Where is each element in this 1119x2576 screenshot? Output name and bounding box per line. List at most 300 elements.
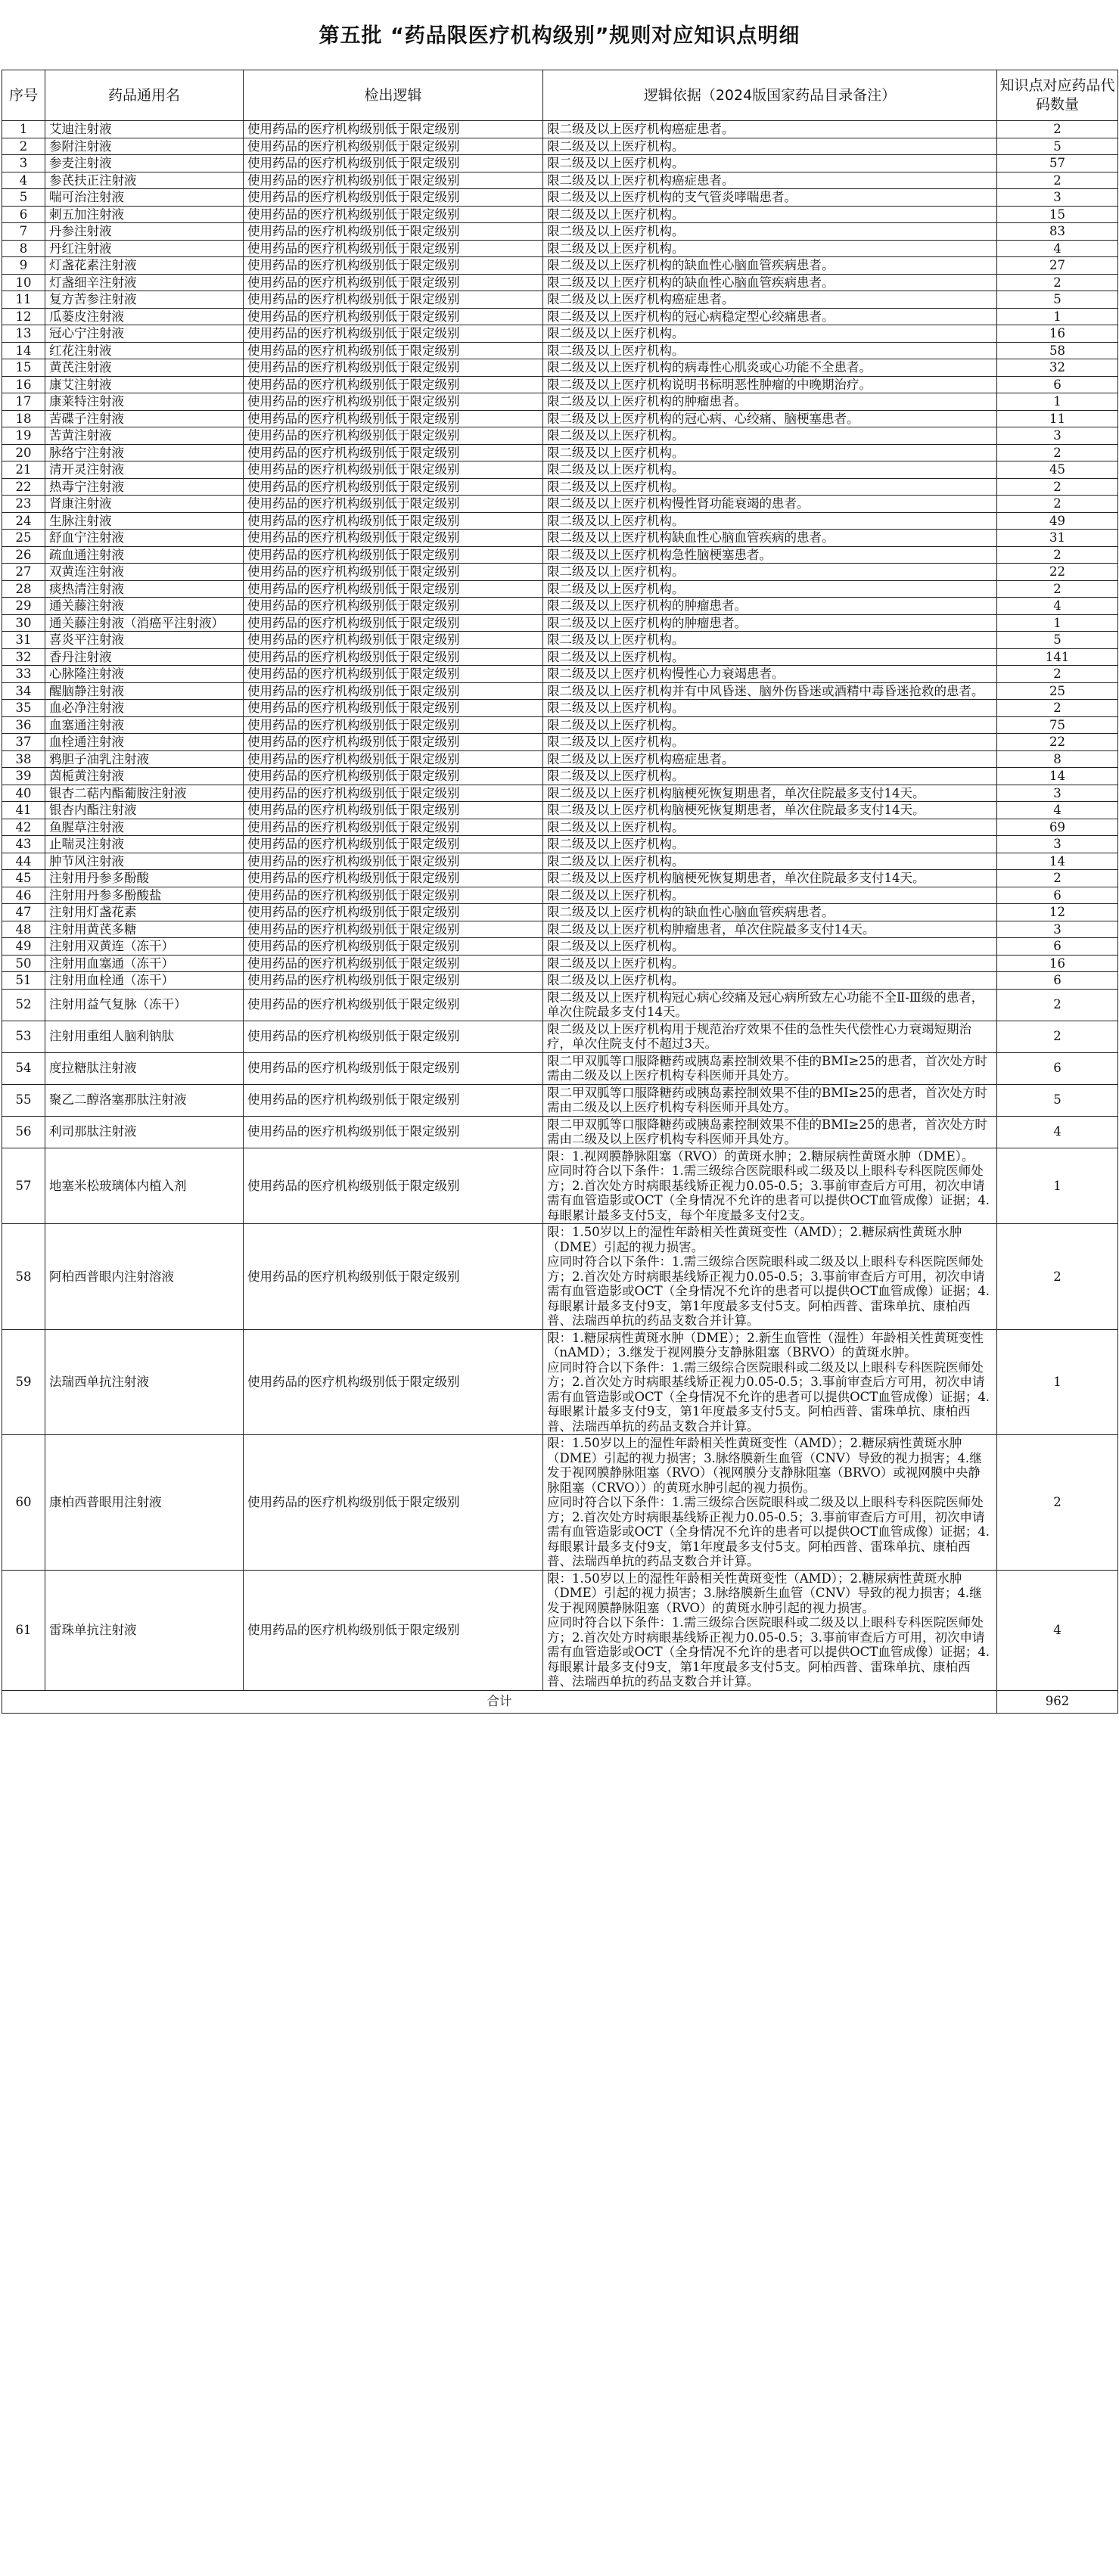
logic-basis-cell: 限二级及以上医疗机构。 (543, 648, 997, 666)
row-index: 53 (2, 1021, 45, 1052)
row-index: 48 (2, 921, 45, 938)
code-count-cell: 83 (997, 223, 1118, 241)
detection-logic-cell: 使用药品的医疗机构级别低于限定级别 (244, 870, 543, 887)
row-index: 17 (2, 393, 45, 411)
row-index: 34 (2, 682, 45, 700)
detection-logic-cell: 使用药品的医疗机构级别低于限定级别 (244, 836, 543, 853)
logic-basis-cell: 限二级及以上医疗机构脑梗死恢复期患者，单次住院最多支付14天。 (543, 785, 997, 802)
detection-logic-cell: 使用药品的医疗机构级别低于限定级别 (244, 512, 543, 530)
table-row (2, 1329, 1118, 1435)
row-index: 52 (2, 989, 45, 1021)
logic-basis-cell: 限二级及以上医疗机构的肿瘤患者。 (543, 598, 997, 615)
code-count-cell: 32 (997, 359, 1118, 377)
drug-name-cell: 注射用双黄连（冻干） (45, 938, 244, 956)
drug-name-cell: 瓜蒌皮注射液 (45, 308, 244, 325)
logic-basis-cell: 限二级及以上医疗机构。 (543, 564, 997, 581)
code-count-cell: 3 (997, 427, 1118, 445)
drug-name-cell: 丹红注射液 (45, 240, 244, 257)
detection-logic-cell: 使用药品的医疗机构级别低于限定级别 (244, 138, 543, 155)
table-row (2, 325, 1118, 343)
drug-name-cell: 通关藤注射液（消癌平注射液） (45, 614, 244, 632)
code-count-cell: 6 (997, 887, 1118, 904)
drug-name-cell: 鱼腥草注射液 (45, 819, 244, 836)
logic-basis-cell: 限二级及以上医疗机构。 (543, 972, 997, 990)
row-index: 54 (2, 1052, 45, 1084)
logic-basis-cell: 限二级及以上医疗机构。 (543, 716, 997, 734)
row-index: 35 (2, 700, 45, 717)
row-index: 5 (2, 189, 45, 207)
logic-basis-cell: 限二级及以上医疗机构的冠心病、心绞痛、脑梗塞患者。 (543, 410, 997, 427)
drug-name-cell: 生脉注射液 (45, 512, 244, 530)
row-index: 15 (2, 359, 45, 377)
code-count-cell: 27 (997, 257, 1118, 275)
row-index: 40 (2, 785, 45, 802)
table-row (2, 342, 1118, 359)
row-index: 46 (2, 887, 45, 904)
row-index: 6 (2, 206, 45, 223)
detection-logic-cell: 使用药品的医疗机构级别低于限定级别 (244, 427, 543, 445)
logic-basis-cell: 限二级及以上医疗机构。 (543, 325, 997, 343)
row-index: 50 (2, 955, 45, 972)
code-count-cell: 2 (997, 274, 1118, 291)
header-code-count: 知识点对应药品代码数量 (997, 70, 1118, 121)
drug-name-cell: 聚乙二醇洛塞那肽注射液 (45, 1084, 244, 1116)
code-count-cell: 5 (997, 632, 1118, 649)
drug-name-cell: 苦碟子注射液 (45, 410, 244, 427)
detection-logic-cell: 使用药品的医疗机构级别低于限定级别 (244, 410, 543, 427)
table-header-row (2, 70, 1118, 121)
code-count-cell: 3 (997, 921, 1118, 938)
row-index: 39 (2, 768, 45, 785)
row-index: 23 (2, 496, 45, 513)
code-count-cell: 22 (997, 734, 1118, 751)
table-row (2, 870, 1118, 887)
row-index: 31 (2, 632, 45, 649)
row-index: 58 (2, 1224, 45, 1330)
logic-basis-cell: 限二级及以上医疗机构。 (543, 580, 997, 598)
code-count-cell: 16 (997, 325, 1118, 343)
code-count-cell: 2 (997, 1224, 1118, 1330)
table-row (2, 393, 1118, 411)
row-index: 18 (2, 410, 45, 427)
table-row (2, 121, 1118, 138)
header-logic-basis: 逻辑依据（2024版国家药品目录备注） (543, 70, 997, 121)
code-count-cell: 4 (997, 240, 1118, 257)
header-drug-name: 药品通用名 (45, 70, 244, 121)
row-index: 36 (2, 716, 45, 734)
drug-name-cell: 利司那肽注射液 (45, 1116, 244, 1148)
drug-name-cell: 喘可治注射液 (45, 189, 244, 207)
drug-name-cell: 艾迪注射液 (45, 121, 244, 138)
drug-name-cell: 喜炎平注射液 (45, 632, 244, 649)
drug-name-cell: 灯盏细辛注射液 (45, 274, 244, 291)
code-count-cell: 31 (997, 530, 1118, 547)
table-row (2, 955, 1118, 972)
drug-name-cell: 银杏内酯注射液 (45, 802, 244, 819)
code-count-cell: 69 (997, 819, 1118, 836)
drug-name-cell: 清开灵注射液 (45, 461, 244, 479)
row-index: 1 (2, 121, 45, 138)
detection-logic-cell: 使用药品的医疗机构级别低于限定级别 (244, 580, 543, 598)
code-count-cell: 2 (997, 1435, 1118, 1571)
drug-name-cell: 注射用重组人脑利钠肽 (45, 1021, 244, 1052)
table-row (2, 972, 1118, 990)
drug-name-cell: 黄芪注射液 (45, 359, 244, 377)
drug-name-cell: 参附注射液 (45, 138, 244, 155)
logic-basis-cell: 限二级及以上医疗机构的冠心病稳定型心绞痛患者。 (543, 308, 997, 325)
table-row (2, 189, 1118, 207)
drug-name-cell: 疏血通注射液 (45, 546, 244, 564)
row-index: 32 (2, 648, 45, 666)
drug-name-cell: 地塞米松玻璃体内植入剂 (45, 1148, 244, 1224)
code-count-cell: 2 (997, 121, 1118, 138)
row-index: 55 (2, 1084, 45, 1116)
row-index: 22 (2, 478, 45, 496)
detection-logic-cell: 使用药品的医疗机构级别低于限定级别 (244, 1052, 543, 1084)
drug-name-cell: 肾康注射液 (45, 496, 244, 513)
logic-basis-cell: 限二级及以上医疗机构的肿瘤患者。 (543, 614, 997, 632)
drug-name-cell: 复方苦参注射液 (45, 291, 244, 309)
code-count-cell: 8 (997, 750, 1118, 768)
drug-name-cell: 康莱特注射液 (45, 393, 244, 411)
table-row (2, 461, 1118, 479)
table-row (2, 802, 1118, 819)
table-row (2, 427, 1118, 445)
table-body (2, 121, 1118, 1691)
logic-basis-cell: 限二级及以上医疗机构脑梗死恢复期患者，单次住院最多支付14天。 (543, 802, 997, 819)
drug-name-cell: 舒血宁注射液 (45, 530, 244, 547)
logic-basis-cell: 限二级及以上医疗机构。 (543, 138, 997, 155)
row-index: 28 (2, 580, 45, 598)
logic-basis-cell: 限二级及以上医疗机构癌症患者。 (543, 172, 997, 189)
row-index: 47 (2, 904, 45, 921)
row-index: 43 (2, 836, 45, 853)
logic-basis-cell: 限二级及以上医疗机构。 (543, 700, 997, 717)
logic-basis-cell: 限二级及以上医疗机构肿瘤患者，单次住院最多支付14天。 (543, 921, 997, 938)
table-row (2, 904, 1118, 921)
drug-name-cell: 参芪扶正注射液 (45, 172, 244, 189)
detection-logic-cell: 使用药品的医疗机构级别低于限定级别 (244, 189, 543, 207)
drug-name-cell: 脉络宁注射液 (45, 444, 244, 461)
detection-logic-cell: 使用药品的医疗机构级别低于限定级别 (244, 478, 543, 496)
drug-name-cell: 血栓通注射液 (45, 734, 244, 751)
table-row (2, 206, 1118, 223)
detection-logic-cell: 使用药品的医疗机构级别低于限定级别 (244, 802, 543, 819)
row-index: 2 (2, 138, 45, 155)
drug-name-cell: 注射用血栓通（冻干） (45, 972, 244, 990)
drug-name-cell: 注射用黄芪多糖 (45, 921, 244, 938)
detection-logic-cell: 使用药品的医疗机构级别低于限定级别 (244, 308, 543, 325)
row-index: 26 (2, 546, 45, 564)
logic-basis-cell: 限二级及以上医疗机构用于规范治疗效果不佳的急性失代偿性心力衰竭短期治疗，单次住院支付不超过3天。 (543, 1021, 997, 1052)
logic-basis-cell: 限二级及以上医疗机构。 (543, 512, 997, 530)
logic-basis-cell: 限二级及以上医疗机构癌症患者。 (543, 121, 997, 138)
row-index: 38 (2, 750, 45, 768)
drug-name-cell: 苦黄注射液 (45, 427, 244, 445)
drug-name-cell: 肿节风注射液 (45, 853, 244, 870)
row-index: 30 (2, 614, 45, 632)
code-count-cell: 141 (997, 648, 1118, 666)
table-row (2, 1148, 1118, 1224)
drug-name-cell: 茵栀黄注射液 (45, 768, 244, 785)
table-row (2, 682, 1118, 700)
detection-logic-cell: 使用药品的医疗机构级别低于限定级别 (244, 1148, 543, 1224)
detection-logic-cell: 使用药品的医疗机构级别低于限定级别 (244, 1435, 543, 1571)
detection-logic-cell: 使用药品的医疗机构级别低于限定级别 (244, 768, 543, 785)
table-row (2, 359, 1118, 377)
detection-logic-cell: 使用药品的医疗机构级别低于限定级别 (244, 1021, 543, 1052)
table-row (2, 444, 1118, 461)
detection-logic-cell: 使用药品的医疗机构级别低于限定级别 (244, 989, 543, 1021)
knowledge-point-table (2, 70, 1118, 1714)
logic-basis-cell: 限：1.视网膜静脉阻塞（RVO）的黄斑水肿；2.糖尿病性黄斑水肿（DME）。 应同时符合以下条件：1.需三级综合医院眼科或二级及以上眼科专科医院医师处方；2.首次处方时病眼基线矫正视力0.05-0.5；3.事前审查后方可用，初次申请需有血管造影或OCT（全身情况不允许的患者可以提供OCT血管成像）证据；4.每眼累计最多支付5支，每个年度最多支付2支。 (543, 1148, 997, 1224)
detection-logic-cell: 使用药品的医疗机构级别低于限定级别 (244, 376, 543, 393)
row-index: 9 (2, 257, 45, 275)
table-row (2, 546, 1118, 564)
logic-basis-cell: 限二级及以上医疗机构的缺血性心脑血管疾病患者。 (543, 274, 997, 291)
detection-logic-cell: 使用药品的医疗机构级别低于限定级别 (244, 564, 543, 581)
logic-basis-cell: 限二级及以上医疗机构。 (543, 223, 997, 241)
detection-logic-cell: 使用药品的医疗机构级别低于限定级别 (244, 904, 543, 921)
code-count-cell: 6 (997, 376, 1118, 393)
detection-logic-cell: 使用药品的医疗机构级别低于限定级别 (244, 291, 543, 309)
row-index: 8 (2, 240, 45, 257)
table-row (2, 138, 1118, 155)
total-value: 962 (997, 1690, 1118, 1713)
row-index: 37 (2, 734, 45, 751)
row-index: 19 (2, 427, 45, 445)
code-count-cell: 22 (997, 564, 1118, 581)
logic-basis-cell: 限二级及以上医疗机构冠心病心绞痛及冠心病所致左心功能不全Ⅱ-Ⅲ级的患者，单次住院最多支付14天。 (543, 989, 997, 1021)
drug-name-cell: 痰热清注射液 (45, 580, 244, 598)
row-index: 16 (2, 376, 45, 393)
code-count-cell: 16 (997, 955, 1118, 972)
row-index: 29 (2, 598, 45, 615)
logic-basis-cell: 限二级及以上医疗机构。 (543, 427, 997, 445)
row-index: 13 (2, 325, 45, 343)
code-count-cell: 4 (997, 1116, 1118, 1148)
code-count-cell: 2 (997, 1021, 1118, 1052)
code-count-cell: 2 (997, 580, 1118, 598)
table-row (2, 938, 1118, 956)
drug-name-cell: 冠心宁注射液 (45, 325, 244, 343)
row-index: 56 (2, 1116, 45, 1148)
code-count-cell: 57 (997, 155, 1118, 172)
table-row (2, 410, 1118, 427)
code-count-cell: 2 (997, 989, 1118, 1021)
code-count-cell: 2 (997, 666, 1118, 683)
drug-name-cell: 阿柏西普眼内注射溶液 (45, 1224, 244, 1330)
detection-logic-cell: 使用药品的医疗机构级别低于限定级别 (244, 887, 543, 904)
detection-logic-cell: 使用药品的医疗机构级别低于限定级别 (244, 461, 543, 479)
logic-basis-cell: 限二级及以上医疗机构的肿瘤患者。 (543, 393, 997, 411)
drug-name-cell: 法瑞西单抗注射液 (45, 1329, 244, 1435)
table-row (2, 564, 1118, 581)
drug-name-cell: 红花注射液 (45, 342, 244, 359)
table-row (2, 1224, 1118, 1330)
drug-name-cell: 鸦胆子油乳注射液 (45, 750, 244, 768)
logic-basis-cell: 限二级及以上医疗机构。 (543, 955, 997, 972)
table-row (2, 989, 1118, 1021)
detection-logic-cell: 使用药品的医疗机构级别低于限定级别 (244, 223, 543, 241)
logic-basis-cell: 限二级及以上医疗机构。 (543, 206, 997, 223)
code-count-cell: 45 (997, 461, 1118, 479)
logic-basis-cell: 限二级及以上医疗机构。 (543, 819, 997, 836)
drug-name-cell: 热毒宁注射液 (45, 478, 244, 496)
table-row (2, 785, 1118, 802)
row-index: 51 (2, 972, 45, 990)
drug-name-cell: 注射用血塞通（冻干） (45, 955, 244, 972)
drug-name-cell: 血塞通注射液 (45, 716, 244, 734)
row-index: 20 (2, 444, 45, 461)
code-count-cell: 58 (997, 342, 1118, 359)
logic-basis-cell: 限二级及以上医疗机构。 (543, 836, 997, 853)
detection-logic-cell: 使用药品的医疗机构级别低于限定级别 (244, 325, 543, 343)
logic-basis-cell: 限二级及以上医疗机构缺血性心脑血管疾病的患者。 (543, 530, 997, 547)
code-count-cell: 2 (997, 870, 1118, 887)
table-row (2, 274, 1118, 291)
drug-name-cell: 银杏二萜内酯葡胺注射液 (45, 785, 244, 802)
table-row (2, 700, 1118, 717)
logic-basis-cell: 限二级及以上医疗机构。 (543, 155, 997, 172)
logic-basis-cell: 限二级及以上医疗机构的支气管炎哮喘患者。 (543, 189, 997, 207)
row-index: 11 (2, 291, 45, 309)
table-row (2, 1084, 1118, 1116)
code-count-cell: 6 (997, 1052, 1118, 1084)
table-row (2, 836, 1118, 853)
code-count-cell: 4 (997, 802, 1118, 819)
table-row (2, 632, 1118, 649)
table-row (2, 614, 1118, 632)
detection-logic-cell: 使用药品的医疗机构级别低于限定级别 (244, 632, 543, 649)
table-row (2, 716, 1118, 734)
table-row (2, 887, 1118, 904)
code-count-cell: 15 (997, 206, 1118, 223)
detection-logic-cell: 使用药品的医疗机构级别低于限定级别 (244, 393, 543, 411)
table-row (2, 666, 1118, 683)
row-index: 41 (2, 802, 45, 819)
detection-logic-cell: 使用药品的医疗机构级别低于限定级别 (244, 1084, 543, 1116)
logic-basis-cell: 限二级及以上医疗机构癌症患者。 (543, 291, 997, 309)
drug-name-cell: 康艾注射液 (45, 376, 244, 393)
code-count-cell: 5 (997, 1084, 1118, 1116)
logic-basis-cell: 限二级及以上医疗机构。 (543, 768, 997, 785)
logic-basis-cell: 限二甲双胍等口服降糖药或胰岛素控制效果不佳的BMI≥25的患者，首次处方时需由二级及以上医疗机构专科医师开具处方。 (543, 1116, 997, 1148)
drug-name-cell: 雷珠单抗注射液 (45, 1570, 244, 1690)
logic-basis-cell: 限：1.50岁以上的湿性年龄相关性黄斑变性（AMD）；2.糖尿病性黄斑水肿（DME）引起的视力损害。 应同时符合以下条件：1.需三级综合医院眼科或二级及以上眼科专科医院医师处方；2.首次处方时病眼基线矫正视力0.05-0.5；3.事前审查后方可用，初次申请需有血管造影或OCT（全身情况不允许的患者可以提供OCT血管成像）证据；4.每眼累计最多支付9支，第1年度最多支付5支。阿柏西普、雷珠单抗、康柏西普、法瑞西单抗的药品支数合并计算。 (543, 1224, 997, 1330)
detection-logic-cell: 使用药品的医疗机构级别低于限定级别 (244, 648, 543, 666)
logic-basis-cell: 限二级及以上医疗机构癌症患者。 (543, 750, 997, 768)
table-row (2, 496, 1118, 513)
total-row (2, 1690, 1118, 1713)
row-index: 7 (2, 223, 45, 241)
detection-logic-cell: 使用药品的医疗机构级别低于限定级别 (244, 257, 543, 275)
drug-name-cell: 心脉隆注射液 (45, 666, 244, 683)
logic-basis-cell: 限二级及以上医疗机构急性脑梗塞患者。 (543, 546, 997, 564)
code-count-cell: 1 (997, 1148, 1118, 1224)
drug-name-cell: 通关藤注射液 (45, 598, 244, 615)
code-count-cell: 11 (997, 410, 1118, 427)
detection-logic-cell: 使用药品的医疗机构级别低于限定级别 (244, 700, 543, 717)
code-count-cell: 5 (997, 291, 1118, 309)
code-count-cell: 1 (997, 393, 1118, 411)
drug-name-cell: 注射用丹参多酚酸盐 (45, 887, 244, 904)
drug-name-cell: 丹参注射液 (45, 223, 244, 241)
detection-logic-cell: 使用药品的医疗机构级别低于限定级别 (244, 955, 543, 972)
code-count-cell: 2 (997, 700, 1118, 717)
detection-logic-cell: 使用药品的医疗机构级别低于限定级别 (244, 785, 543, 802)
detection-logic-cell: 使用药品的医疗机构级别低于限定级别 (244, 819, 543, 836)
table-row (2, 1570, 1118, 1690)
table-row (2, 598, 1118, 615)
row-index: 61 (2, 1570, 45, 1690)
row-index: 33 (2, 666, 45, 683)
code-count-cell: 25 (997, 682, 1118, 700)
table-row (2, 308, 1118, 325)
table-row (2, 921, 1118, 938)
drug-name-cell: 康柏西普眼用注射液 (45, 1435, 244, 1571)
code-count-cell: 12 (997, 904, 1118, 921)
table-row (2, 155, 1118, 172)
logic-basis-cell: 限二级及以上医疗机构。 (543, 853, 997, 870)
code-count-cell: 75 (997, 716, 1118, 734)
drug-name-cell: 香丹注射液 (45, 648, 244, 666)
code-count-cell: 1 (997, 614, 1118, 632)
logic-basis-cell: 限二级及以上医疗机构。 (543, 734, 997, 751)
table-row (2, 1435, 1118, 1571)
detection-logic-cell: 使用药品的医疗机构级别低于限定级别 (244, 530, 543, 547)
drug-name-cell: 度拉糖肽注射液 (45, 1052, 244, 1084)
detection-logic-cell: 使用药品的医疗机构级别低于限定级别 (244, 359, 543, 377)
drug-name-cell: 注射用益气复脉（冻干） (45, 989, 244, 1021)
row-index: 4 (2, 172, 45, 189)
logic-basis-cell: 限二级及以上医疗机构并有中风昏迷、脑外伤昏迷或酒精中毒昏迷抢救的患者。 (543, 682, 997, 700)
table-row (2, 580, 1118, 598)
logic-basis-cell: 限二级及以上医疗机构的缺血性心脑血管疾病患者。 (543, 904, 997, 921)
table-row (2, 819, 1118, 836)
detection-logic-cell: 使用药品的医疗机构级别低于限定级别 (244, 614, 543, 632)
logic-basis-cell: 限二级及以上医疗机构的病毒性心肌炎或心功能不全患者。 (543, 359, 997, 377)
detection-logic-cell: 使用药品的医疗机构级别低于限定级别 (244, 716, 543, 734)
row-index: 10 (2, 274, 45, 291)
logic-basis-cell: 限二级及以上医疗机构慢性肾功能衰竭的患者。 (543, 496, 997, 513)
detection-logic-cell: 使用药品的医疗机构级别低于限定级别 (244, 734, 543, 751)
detection-logic-cell: 使用药品的医疗机构级别低于限定级别 (244, 342, 543, 359)
detection-logic-cell: 使用药品的医疗机构级别低于限定级别 (244, 1116, 543, 1148)
code-count-cell: 2 (997, 496, 1118, 513)
table-row (2, 376, 1118, 393)
table-row (2, 512, 1118, 530)
code-count-cell: 2 (997, 172, 1118, 189)
table-row (2, 291, 1118, 309)
table-row (2, 750, 1118, 768)
code-count-cell: 1 (997, 1329, 1118, 1435)
header-index: 序号 (2, 70, 45, 121)
row-index: 44 (2, 853, 45, 870)
logic-basis-cell: 限：1.糖尿病性黄斑水肿（DME）；2.新生血管性（湿性）年龄相关性黄斑变性（nAMD）；3.继发于视网膜分支静脉阻塞（BRVO）的黄斑水肿。 应同时符合以下条件：1.需三级综合医院眼科或二级及以上眼科专科医院医师处方；2.首次处方时病眼基线矫正视力0.05-0.5；3.事前审查后方可用，初次申请需有血管造影或OCT（全身情况不允许的患者可以提供OCT血管成像）证据；4.每眼累计最多支付9支，第1年度最多支付5支。阿柏西普、雷珠单抗、康柏西普、法瑞西单抗的药品支数合并计算。 (543, 1329, 997, 1435)
detection-logic-cell: 使用药品的医疗机构级别低于限定级别 (244, 121, 543, 138)
logic-basis-cell: 限二级及以上医疗机构。 (543, 887, 997, 904)
drug-name-cell: 注射用灯盏花素 (45, 904, 244, 921)
code-count-cell: 6 (997, 938, 1118, 956)
logic-basis-cell: 限二级及以上医疗机构的缺血性心脑血管疾病患者。 (543, 257, 997, 275)
row-index: 3 (2, 155, 45, 172)
code-count-cell: 14 (997, 853, 1118, 870)
logic-basis-cell: 限：1.50岁以上的湿性年龄相关性黄斑变性（AMD）；2.糖尿病性黄斑水肿（DME）引起的视力损害；3.脉络膜新生血管（CNV）导致的视力损害；4.继发于视网膜静脉阻塞（RVO）的黄斑水肿引起的视力损害。 应同时符合以下条件：1.需三级综合医院眼科或二级及以上眼科专科医院医师处方；2.首次处方时病眼基线矫正视力0.05-0.5；3.事前审查后方可用，初次申请需有血管造影或OCT（全身情况不允许的患者可以提供OCT血管成像）证据；4.每眼累计最多支付9支，第1年度最多支付5支。阿柏西普、雷珠单抗、康柏西普、法瑞西单抗的药品支数合并计算。 (543, 1570, 997, 1690)
detection-logic-cell: 使用药品的医疗机构级别低于限定级别 (244, 444, 543, 461)
row-index: 49 (2, 938, 45, 956)
code-count-cell: 4 (997, 1570, 1118, 1690)
